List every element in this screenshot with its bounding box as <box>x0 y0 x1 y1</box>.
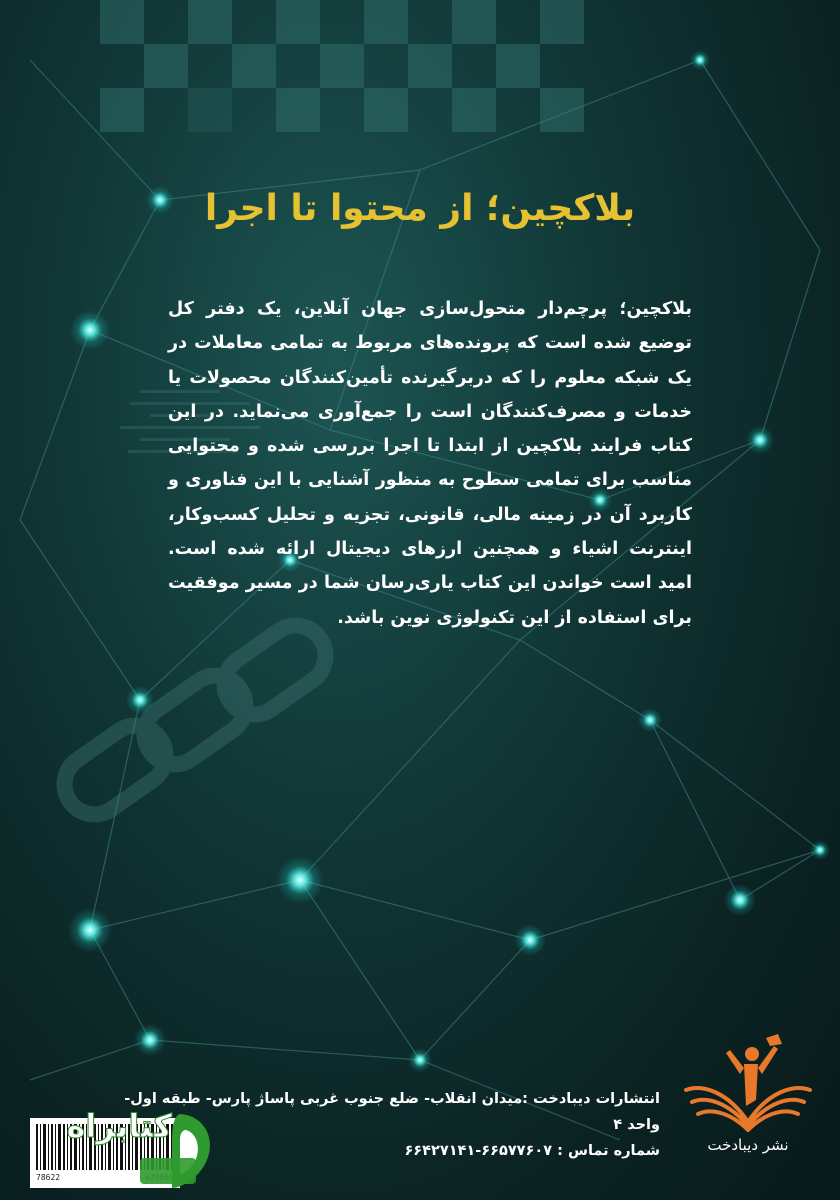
pixel-blocks-decoration <box>100 0 584 132</box>
publisher-address: انتشارات دیبادخت :میدان انقلاب- ضلع جنوب غربی پاساژ پارس- طبقه اول- واحد ۴ <box>124 1091 660 1133</box>
barcode-number-left: 78622 <box>36 1173 61 1182</box>
ketabrah-logo-text: کتابراه <box>66 1107 172 1145</box>
publisher-phone: شماره تماس : ۶۶۵۷۷۶۰۷-۶۶۴۲۷۱۴۱ <box>404 1143 660 1159</box>
chain-links-decoration <box>53 614 338 826</box>
book-description: بلاکچین؛ پرچم‌دار متحول‌سازی جهان آنلاین، یک دفتر کل توضیع شده است که پرونده‌های مربوط به تمامی معاملات در یک شبکه معلوم را که دربرگیرنده تأمین‌کنندگان محصولات یا خدمات و مصرف‌کنندگان است را جمع‌آوری می‌نماید. در این کتاب فرایند بلاکچین از ابتدا تا اجرا بررسی شده و محتوایی مناسب برای تمامی سطوح به منظور آشنایی با این فناوری و کاربرد آن در زمینه مالی، قانونی، تجزیه و تحلیل کسب‌وکار، اینترنت اشیاء و همچنین ارزهای دیجیتال ارائه شده است. امید است خواندن این کتاب یاری‌رسان شما در مسیر موفقیت برای استفاده از این تکنولوژی نوین باشد. <box>168 299 692 628</box>
book-title: بلاکچین؛ از محتوا تا اجرا <box>204 188 636 229</box>
publisher-name: نشر دیبادخت <box>707 1136 789 1154</box>
